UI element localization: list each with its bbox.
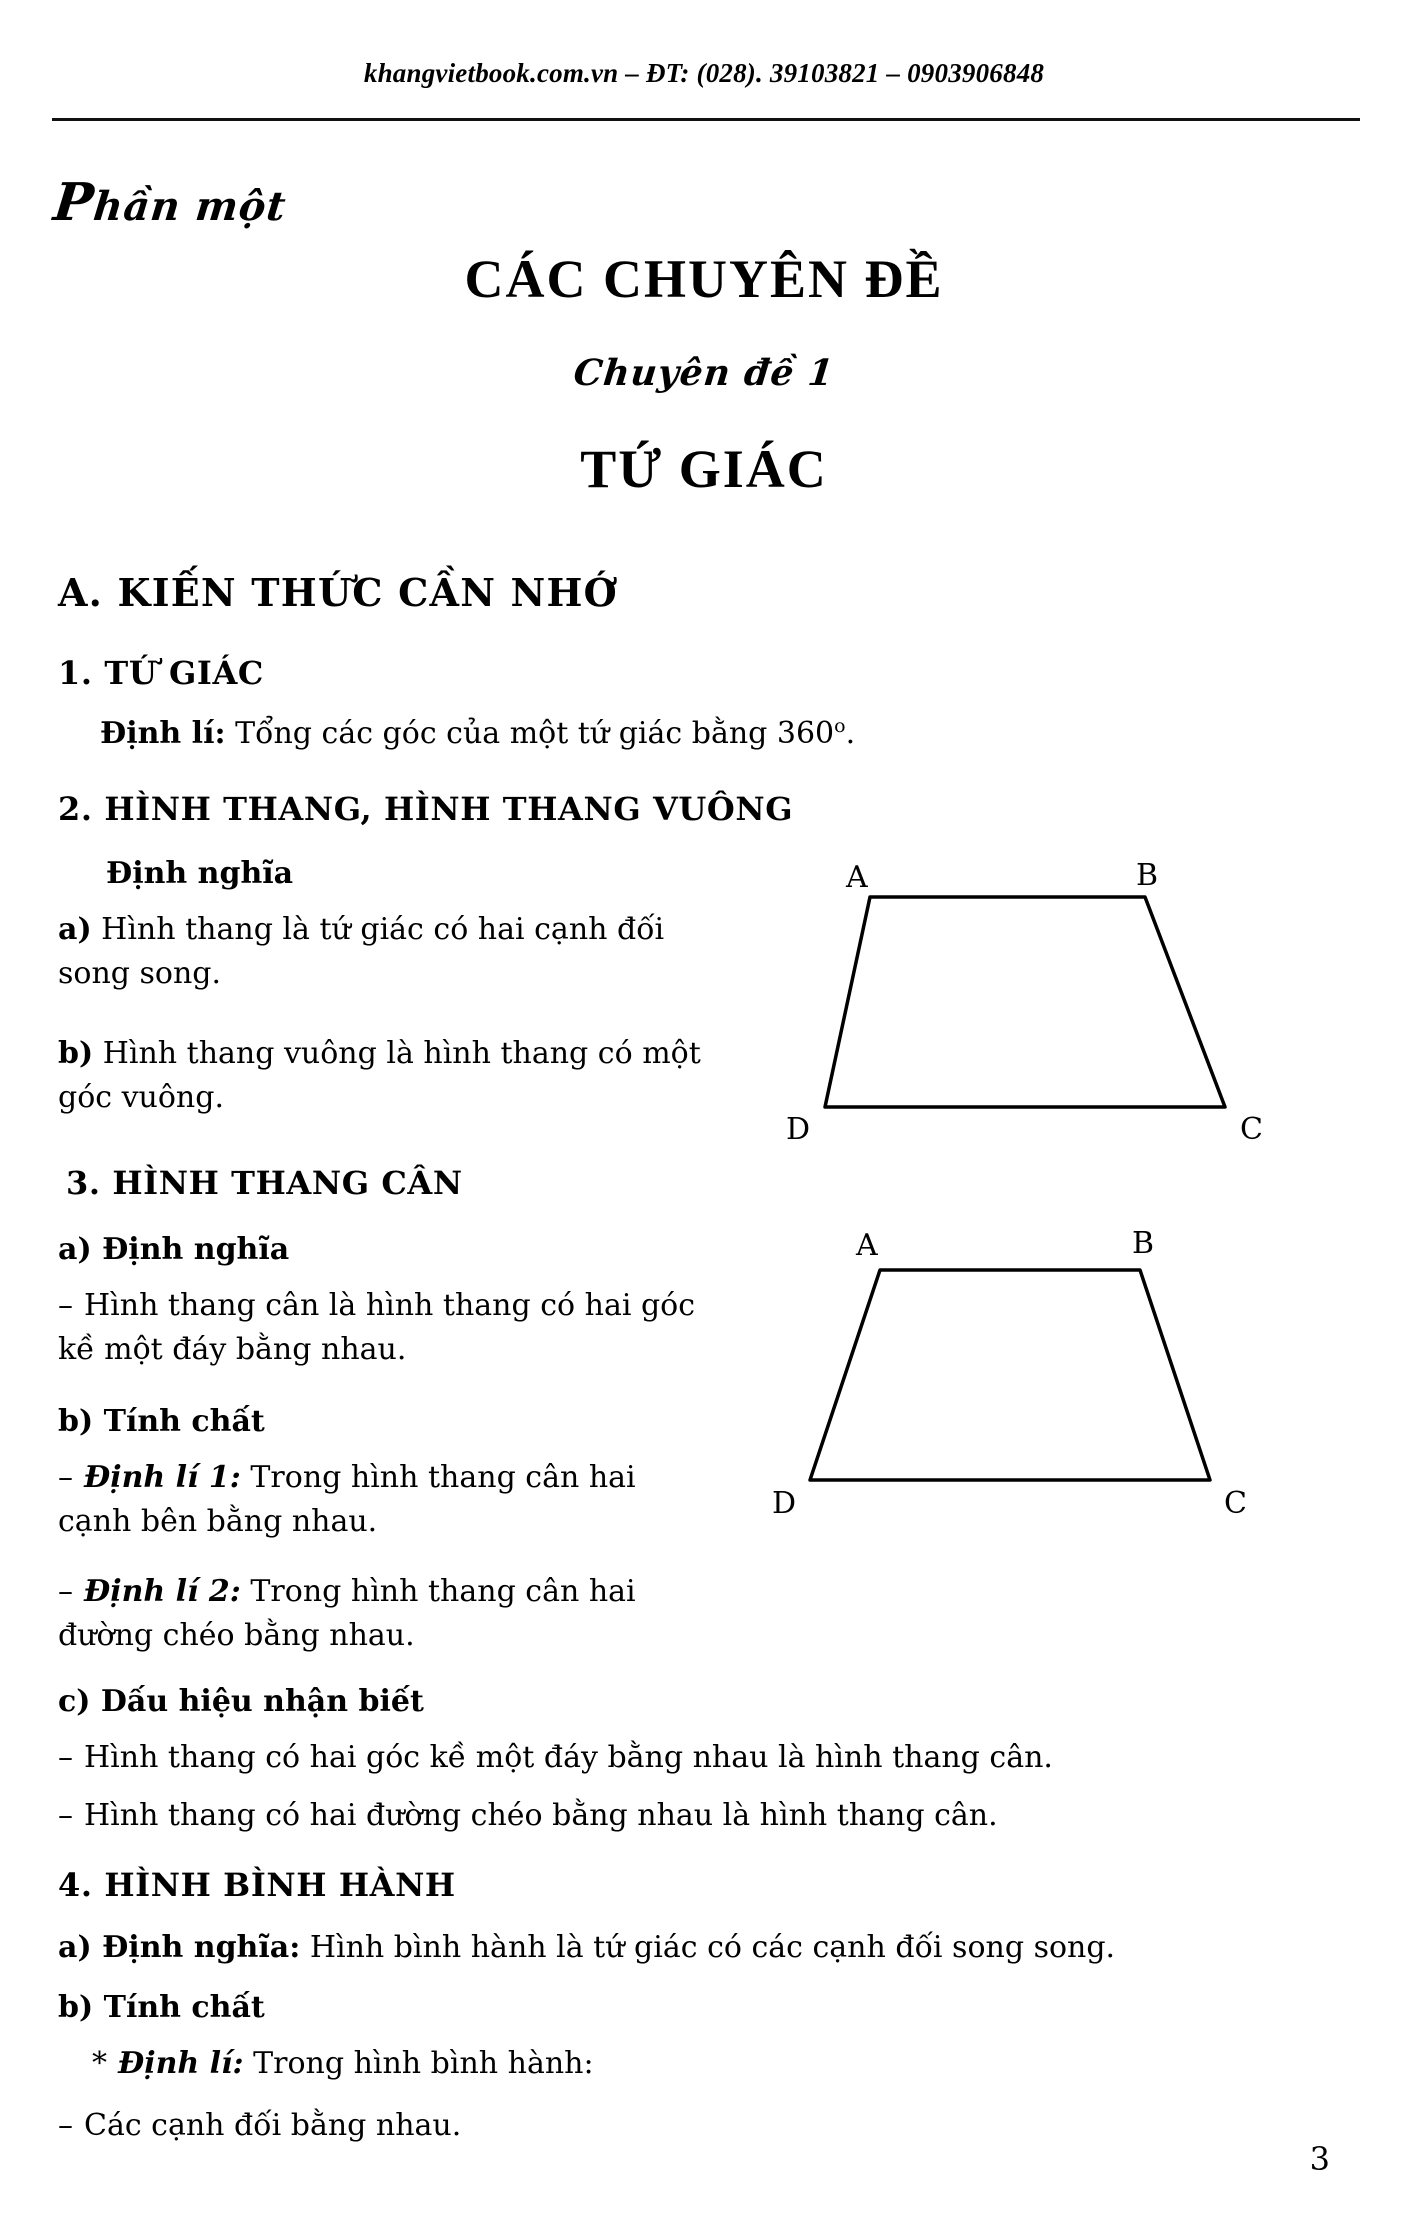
section-3-c-item-2 (58, 1794, 1298, 1838)
trapezoid-shape-2 (810, 1270, 1210, 1480)
dash-bullet-icon: – (58, 1740, 73, 1775)
theorem-2-label: Định lí 2: (84, 1574, 241, 1609)
item-b-text: Hình thang vuông là hình thang có một góc vuông. (58, 1036, 701, 1115)
section-1-heading: 1. TỨ GIÁC (58, 654, 264, 692)
section-4-theorem-text: Trong hình bình hành: (243, 2046, 594, 2081)
part-label-initial: P (50, 172, 98, 233)
dash-bullet-icon: – (58, 1574, 73, 1609)
item-a-text: Hình thang là tứ giác có hai cạnh đối song song. (58, 912, 665, 991)
theorem-2-text: Trong hình thang cân hai đường chéo bằng nhau. (58, 1574, 636, 1653)
section-3-c-label: c) Dấu hiệu nhận biết (58, 1684, 424, 1719)
item-a-marker: a) (58, 912, 92, 947)
figure-trapezoid-2 (772, 1226, 1280, 1545)
theorem-degree-sup: o (834, 715, 846, 737)
theorem-1-label: Định lí 1: (84, 1460, 241, 1495)
dash-bullet-icon: – (58, 1288, 73, 1323)
item-b-marker: b) (58, 1036, 94, 1071)
section-4-b-item-1-text: Các cạnh đối bằng nhau. (84, 2108, 462, 2143)
header-text: khangvietbook.com.vn – ĐT: (028). 39103821 – 0903906848 (363, 58, 1045, 88)
section-4-b-theorem (92, 2042, 792, 2086)
page-number: 3 (1309, 2140, 1330, 2178)
section-3-heading: 3. HÌNH THANG CÂN (66, 1164, 463, 1202)
page-header (0, 58, 1408, 89)
part-label-rest: hần một (91, 183, 289, 230)
section-4-b-item-1 (58, 2104, 758, 2148)
section-3-b-theorem-2 (58, 1570, 718, 1657)
section-a-heading: A. KIẾN THỨC CẦN NHỚ (58, 570, 618, 615)
figure-1-label-c: C (1240, 1112, 1263, 1147)
section-3-b-label: b) Tính chất (58, 1404, 265, 1439)
section-1-theorem (100, 712, 920, 756)
header-divider (52, 118, 1360, 121)
figure-1-svg (800, 862, 1280, 1162)
theorem-text: Tổng các góc của một tứ giác bằng 360 (225, 716, 835, 751)
chapter-title: TỨ GIÁC (580, 439, 828, 499)
figure-1-label-b: B (1136, 858, 1159, 893)
section-3-c-item-1 (58, 1736, 1298, 1780)
theorem-1-text: Trong hình thang cân hai cạnh bên bằng nhau. (58, 1460, 636, 1539)
section-2-item-a (58, 908, 718, 995)
chapter-label: Chuyên đề 1 (571, 352, 837, 394)
theorem-period: . (845, 716, 856, 751)
trapezoid-shape-1 (825, 897, 1225, 1107)
section-4-heading: 4. HÌNH BÌNH HÀNH (58, 1866, 456, 1904)
figure-1-label-d: D (786, 1112, 811, 1147)
section-4-theorem-label: Định lí: (118, 2046, 244, 2081)
figure-2-label-a: A (856, 1228, 878, 1263)
page-title: CÁC CHUYÊN ĐỀ (464, 249, 944, 309)
section-4-b-label: b) Tính chất (58, 1990, 265, 2025)
part-label (51, 172, 290, 233)
section-2-definition-label: Định nghĩa (106, 856, 294, 891)
section-3-b-theorem-1 (58, 1456, 718, 1543)
section-3-a-body: Hình thang cân là hình thang có hai góc kề một đáy bằng nhau. (58, 1288, 696, 1367)
figure-1-label-a: A (846, 860, 868, 895)
section-3-c-item-2-text: Hình thang có hai đường chéo bằng nhau là hình thang cân. (84, 1798, 998, 1833)
dash-bullet-icon: – (58, 2108, 73, 2143)
section-4-a-label: a) Định nghĩa: (58, 1930, 301, 1965)
figure-trapezoid-1 (786, 858, 1280, 1167)
section-3-a-text (58, 1284, 718, 1371)
dash-bullet-icon: – (58, 1460, 73, 1495)
section-4-a-text: Hình bình hành là tứ giác có các cạnh đối song song. (300, 1930, 1116, 1965)
section-3-a-label: a) Định nghĩa (58, 1232, 290, 1267)
figure-2-svg (780, 1230, 1280, 1540)
star-bullet-icon: * (92, 2046, 107, 2081)
section-2-heading: 2. HÌNH THANG, HÌNH THANG VUÔNG (58, 790, 794, 828)
theorem-label: Định lí: (100, 716, 226, 751)
figure-2-label-d: D (772, 1486, 797, 1521)
section-3-c-item-1-text: Hình thang có hai góc kề một đáy bằng nhau là hình thang cân. (84, 1740, 1053, 1775)
dash-bullet-icon: – (58, 1798, 73, 1833)
figure-2-label-b: B (1132, 1226, 1155, 1261)
section-2-item-b (58, 1032, 718, 1119)
figure-2-label-c: C (1224, 1486, 1247, 1521)
section-4-a (58, 1926, 1308, 1970)
